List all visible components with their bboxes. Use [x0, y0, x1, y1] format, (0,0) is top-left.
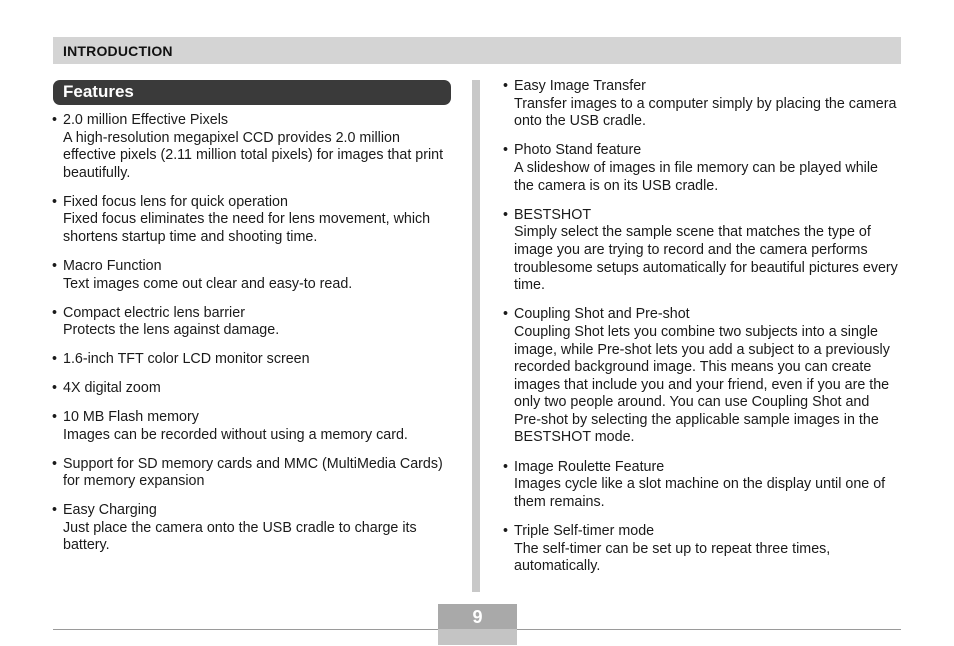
- column-divider: [472, 80, 480, 592]
- feature-item: [52, 456, 447, 491]
- feature-title: Fixed focus lens for quick operation: [63, 193, 288, 210]
- feature-item: [52, 112, 447, 182]
- feature-description: Just place the camera onto the USB cradle to charge its battery.: [63, 519, 417, 554]
- feature-description: Simply select the sample scene that matches the type of image you are trying to record and the camera performs troublesome setups automatically for beautiful pictures every time.: [514, 224, 898, 294]
- bullet-icon: •: [52, 112, 58, 128]
- section-title: Features: [63, 82, 134, 101]
- bullet-icon: •: [52, 380, 58, 397]
- page-number: 9: [438, 604, 517, 629]
- feature-title: 4X digital zoom: [63, 380, 161, 397]
- feature-title: Coupling Shot and Pre-shot: [514, 306, 690, 323]
- feature-description: Images can be recorded without using a memory card.: [63, 426, 408, 443]
- feature-title: Support for SD memory cards and MMC (MultiMedia Cards) for memory expansion: [63, 455, 443, 490]
- bullet-icon: •: [52, 351, 58, 368]
- feature-item: [52, 194, 447, 247]
- feature-item: [52, 409, 447, 444]
- feature-item: [503, 207, 898, 295]
- header-bar: [53, 37, 901, 64]
- bullet-icon: •: [52, 455, 58, 472]
- feature-title: BESTSHOT: [514, 206, 592, 223]
- feature-description: Coupling Shot lets you combine two subjects into a single image, while Pre-shot lets you add a subject to a previously recorded background image. This means you can create images that include you and your friend, even if you are the only two people around. You can use Coupling Shot and Pre-shot by selecting the applicable sample images in the BESTSHOT mode.: [514, 323, 890, 446]
- bullet-icon: •: [52, 409, 58, 426]
- header-title: INTRODUCTION: [63, 43, 173, 59]
- bullet-icon: •: [52, 257, 58, 274]
- feature-description: The self-timer can be set up to repeat three times, automatically.: [514, 540, 831, 575]
- feature-item: [52, 258, 447, 293]
- bullet-icon: •: [52, 193, 58, 210]
- section-title-bar: [53, 80, 451, 105]
- feature-item: [503, 78, 898, 131]
- feature-description: Fixed focus eliminates the need for lens movement, which shortens startup time and shooting time.: [63, 211, 431, 245]
- feature-description: A high-resolution megapixel CCD provides 2.0 million effective pixels (2.11 million total pixels) for images that print beautifully.: [63, 129, 444, 181]
- feature-item: [52, 502, 447, 555]
- feature-title: Triple Self-timer mode: [514, 523, 655, 540]
- feature-title: Image Roulette Feature: [514, 458, 665, 475]
- bullet-icon: •: [503, 523, 509, 540]
- feature-description: A slideshow of images in file memory can be played while the camera is on its USB cradle.: [514, 159, 878, 194]
- feature-description: Protects the lens against damage.: [63, 322, 280, 339]
- page-number-box: [438, 604, 517, 645]
- bullet-icon: •: [503, 306, 509, 323]
- feature-title: Photo Stand feature: [514, 142, 642, 159]
- feature-item: [52, 305, 447, 340]
- bullet-icon: •: [503, 78, 509, 94]
- bullet-icon: •: [503, 142, 509, 159]
- right-column: [503, 78, 898, 587]
- feature-title: Easy Image Transfer: [514, 78, 646, 94]
- left-column: [52, 112, 447, 566]
- feature-description: Images cycle like a slot machine on the display until one of them remains.: [514, 476, 886, 510]
- feature-title: Compact electric lens barrier: [63, 304, 245, 321]
- feature-item: [503, 306, 898, 447]
- feature-description: Transfer images to a computer simply by placing the camera onto the USB cradle.: [514, 95, 897, 130]
- bullet-icon: •: [503, 458, 509, 475]
- bullet-icon: •: [52, 502, 58, 519]
- feature-item: [503, 142, 898, 195]
- feature-item: [52, 380, 447, 398]
- bullet-icon: •: [52, 304, 58, 321]
- feature-title: 1.6-inch TFT color LCD monitor screen: [63, 351, 310, 368]
- feature-title: 2.0 million Effective Pixels: [63, 112, 229, 128]
- feature-item: [503, 459, 898, 512]
- feature-title: 10 MB Flash memory: [63, 409, 199, 426]
- feature-item: [503, 523, 898, 576]
- feature-description: Text images come out clear and easy-to read.: [63, 275, 353, 292]
- feature-title: Macro Function: [63, 257, 162, 274]
- bullet-icon: •: [503, 206, 509, 223]
- feature-item: [52, 351, 447, 369]
- feature-title: Easy Charging: [63, 502, 157, 519]
